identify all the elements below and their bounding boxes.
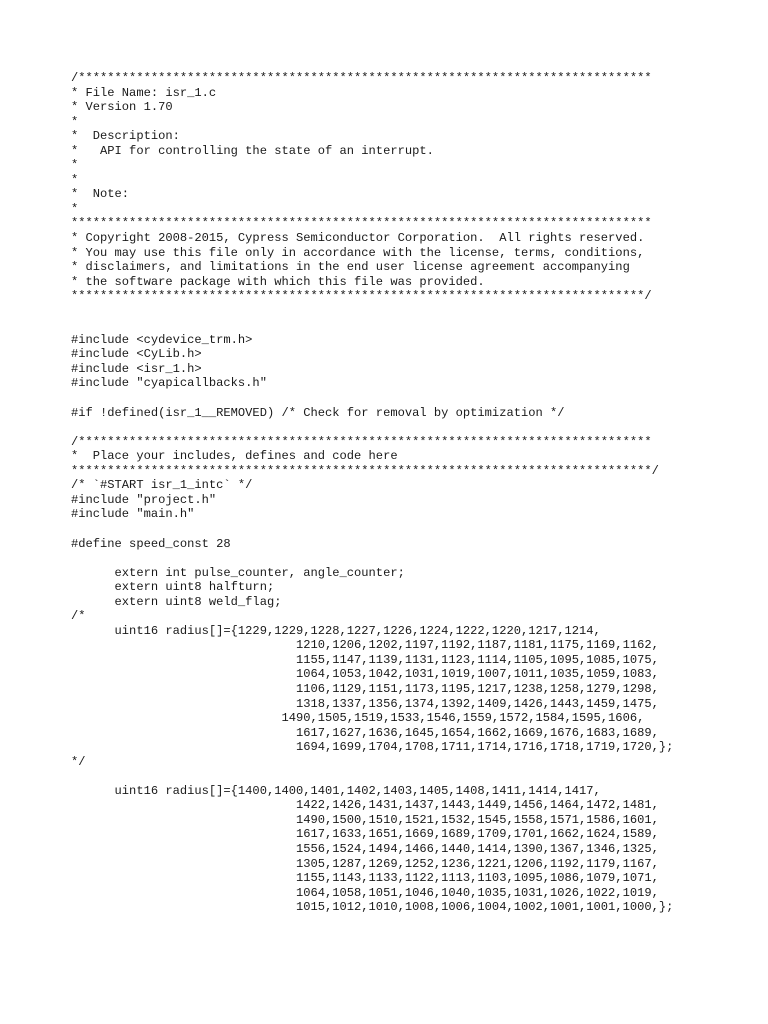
code-line: 1064,1058,1051,1046,1040,1035,1031,1026,1022,1019,: [71, 885, 659, 900]
code-line: 1318,1337,1356,1374,1392,1409,1426,1443,1459,1475,: [71, 696, 659, 711]
code-line: extern uint8 weld_flag;: [71, 594, 282, 609]
source-code-listing: [71, 71, 673, 915]
code-line: [71, 522, 673, 537]
code-line: [71, 551, 673, 566]
code-line: * File Name: isr_1.c: [71, 85, 217, 100]
code-line: [71, 318, 673, 333]
code-line: /* `#START isr_1_intc` */: [71, 478, 253, 493]
code-line: ********************************************************************************/: [71, 463, 659, 478]
code-line: #include "project.h": [71, 492, 217, 507]
code-line: * Note:: [71, 187, 130, 202]
code-line: [71, 391, 673, 406]
code-line: */: [71, 754, 86, 769]
code-line: *: [71, 158, 79, 173]
code-line: 1155,1147,1139,1131,1123,1114,1105,1095,1085,1075,: [71, 652, 659, 667]
code-line: * Version 1.70: [71, 100, 173, 115]
code-line: /*: [71, 609, 86, 624]
code-line: #define speed_const 28: [71, 536, 231, 551]
code-line: 1617,1633,1651,1669,1689,1709,1701,1662,1624,1589,: [71, 827, 659, 842]
code-line: 1556,1524,1494,1466,1440,1414,1390,1367,1346,1325,: [71, 841, 659, 856]
code-line: #include <cydevice_trm.h>: [71, 332, 253, 347]
code-line: [71, 769, 673, 784]
code-line: /*******************************************************************************: [71, 71, 652, 85]
code-line: * the software package with which this file was provided.: [71, 274, 485, 289]
code-line: 1210,1206,1202,1197,1192,1187,1181,1175,1169,1162,: [71, 638, 659, 653]
code-line: 1305,1287,1269,1252,1236,1221,1206,1192,1179,1167,: [71, 856, 659, 871]
code-line: 1155,1143,1133,1122,1113,1103,1095,1086,1079,1071,: [71, 871, 659, 886]
code-line: [71, 304, 673, 319]
code-line: 1422,1426,1431,1437,1443,1449,1456,1464,1472,1481,: [71, 798, 659, 813]
code-line: #include <isr_1.h>: [71, 361, 202, 376]
code-line: [71, 420, 673, 435]
code-line: 1490,1500,1510,1521,1532,1545,1558,1571,1586,1601,: [71, 812, 659, 827]
code-line: *: [71, 114, 79, 129]
code-line: 1490,1505,1519,1533,1546,1559,1572,1584,1595,1606,: [71, 711, 645, 726]
code-line: 1106,1129,1151,1173,1195,1217,1238,1258,1279,1298,: [71, 681, 659, 696]
code-line: * Copyright 2008-2015, Cypress Semiconductor Corporation. All rights reserved.: [71, 231, 645, 246]
code-line: 1694,1699,1704,1708,1711,1714,1716,1718,1719,1720,};: [71, 740, 674, 755]
code-line: #include "main.h": [71, 507, 195, 522]
code-line: *: [71, 201, 79, 216]
code-line: * You may use this file only in accordance with the license, terms, conditions,: [71, 245, 645, 260]
code-line: * Place your includes, defines and code here: [71, 449, 398, 464]
code-line: #if !defined(isr_1__REMOVED) /* Check for removal by optimization */: [71, 405, 565, 420]
code-line: 1015,1012,1010,1008,1006,1004,1002,1001,1001,1000,};: [71, 900, 674, 915]
code-line: * Description:: [71, 129, 180, 144]
code-line: extern uint8 halfturn;: [71, 580, 275, 595]
code-line: uint16 radius[]={1229,1229,1228,1227,1226,1224,1222,1220,1217,1214,: [71, 623, 601, 638]
code-line: ********************************************************************************: [71, 216, 652, 231]
code-line: uint16 radius[]={1400,1400,1401,1402,1403,1405,1408,1411,1414,1417,: [71, 783, 601, 798]
code-line: * API for controlling the state of an interrupt.: [71, 143, 434, 158]
code-line: extern int pulse_counter, angle_counter;: [71, 565, 405, 580]
code-line: #include "cyapicallbacks.h": [71, 376, 267, 391]
code-line: #include <CyLib.h>: [71, 347, 202, 362]
code-line: * disclaimers, and limitations in the end user license agreement accompanying: [71, 260, 630, 275]
code-line: 1617,1627,1636,1645,1654,1662,1669,1676,1683,1689,: [71, 725, 659, 740]
code-line: 1064,1053,1042,1031,1019,1007,1011,1035,1059,1083,: [71, 667, 659, 682]
code-line: /*******************************************************************************: [71, 434, 652, 449]
code-line: *******************************************************************************/: [71, 289, 652, 304]
code-line: *: [71, 172, 79, 187]
